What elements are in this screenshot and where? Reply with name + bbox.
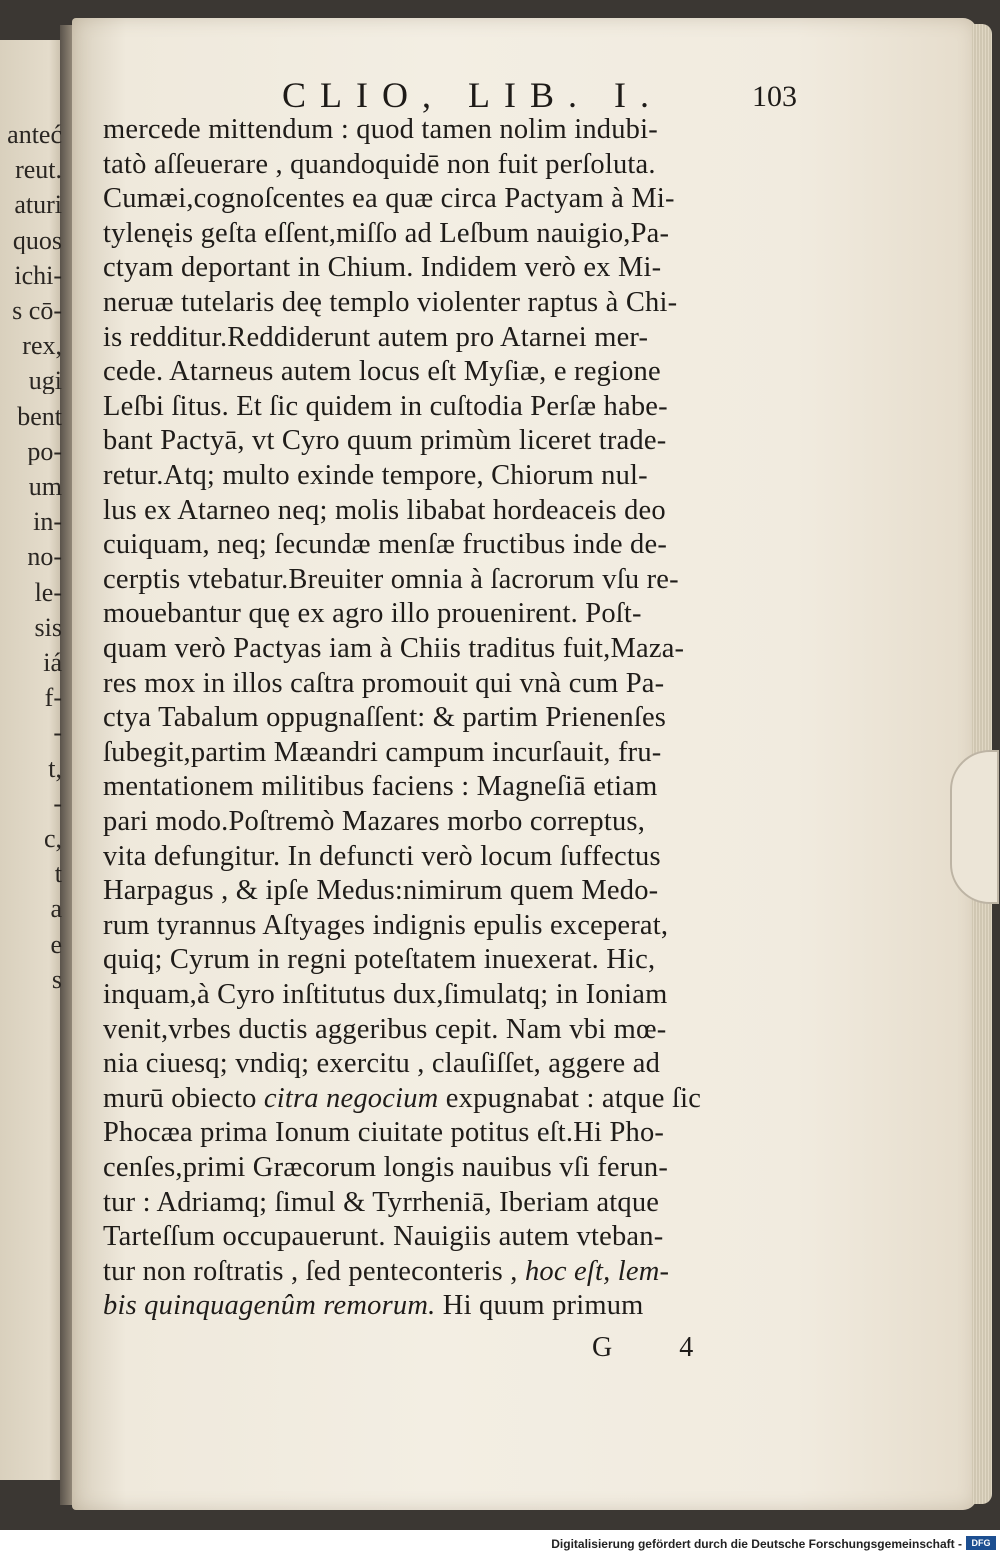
text-line: vita defungitur. In defuncti verò locum ſuffectus — [103, 840, 661, 872]
text-line — [103, 1048, 660, 1080]
text-line: Phocæa prima Ionum ciuitate potitus eſt.Hi Pho- — [103, 1117, 665, 1149]
text-line: Tarteſſum occupauerunt. Nauigiis autem vteban- — [103, 1221, 664, 1253]
left-page-fragment: s cō- — [12, 298, 62, 324]
line-italic: citra negocium — [263, 1082, 439, 1114]
text-line: res mox in illos caſtra promouit qui vnà cum Pa- — [103, 667, 665, 699]
text-line: tur : Adriamq; ſimul & Tyrrheniā, Iberiam atque — [103, 1186, 660, 1218]
text-line: mouebantur quę ex agro illo prouenirent. Poſt- — [103, 598, 642, 630]
running-head: CLIO, LIB. I. — [282, 75, 663, 115]
left-page-fragment: ugi — [28, 368, 62, 395]
left-page-fragment: e — [50, 931, 62, 958]
text-line: quiq; Cyrum in regni poteſtatem inuexerat. Hic, — [103, 944, 656, 976]
text-line: ctya Tabalum oppugnaſſent: & partim Prienenſes — [103, 702, 667, 734]
left-page-fragment: s — [51, 966, 62, 993]
left-page-fragment: c, — [43, 826, 62, 852]
text-line — [103, 1256, 669, 1288]
text-line: Harpagus , & ipſe Medus:nimirum quem Medo- — [103, 875, 659, 907]
left-page-fragment: reut. — [15, 157, 62, 184]
text-line: bant Pactyā, vt Cyro quum primùm liceret trade- — [103, 425, 667, 457]
page-number: 103 — [752, 80, 797, 113]
text-line: cede. Atarneus autem locus eſt Myſiæ, e regione — [103, 356, 661, 388]
text-line: venit,vrbes ductis aggeribus cepit. Nam vbi mœ- — [103, 1013, 667, 1045]
text-line: mentationem militibus faciens : Magneſiā etiam — [103, 771, 658, 803]
line-roman: tur non roſtratis , ſed penteconteris , — [103, 1255, 525, 1287]
text-line: mercede mittendum : quod tamen nolim indubi- — [103, 114, 658, 145]
line-italic: bis quinquagenûm remorum. — [103, 1290, 436, 1322]
text-line: Leſbi ſitus. Et ſic quidem in cuſtodia Perſæ habe- — [103, 390, 668, 422]
left-page-fragment: sis — [34, 614, 62, 641]
text-line: cenſes,primi Græcorum longis nauibus vſi ferun- — [103, 1152, 669, 1183]
text-line: tatò aſſeuerare , quandoquidē non fuit perſoluta. — [103, 148, 656, 180]
text-line: retur.Atq; multo exinde tempore, Chiorum nul- — [103, 460, 648, 491]
left-page-fragment: - — [53, 790, 62, 817]
text-line: cerptis vtebatur.Breuiter omnia à ſacrorum vſu re- — [103, 563, 679, 595]
left-page-fragment: bent — [17, 403, 62, 430]
text-line: ſubegit,partim Mæandri campum incurſauit, fru- — [103, 736, 662, 768]
funding-credit: Digitalisierung gefördert durch die Deutsche Forschungsgemeinschaft - — [551, 1537, 962, 1551]
left-page-fragment: f- — [44, 685, 62, 712]
text-line: Cumæi,cognoſcentes ea quæ circa Pactyam à Mi- — [103, 183, 675, 215]
left-page-fragment: aturi — [14, 192, 62, 219]
left-page-fragment: ichi- — [14, 262, 62, 289]
left-page-fragment: rex, — [22, 333, 62, 360]
line-roman: expugnabat : atque ſic — [438, 1082, 702, 1114]
left-page-fragment: um — [28, 474, 62, 500]
left-page-fragment: anteć — [7, 122, 62, 148]
line-roman: murū obiecto — [103, 1082, 264, 1114]
text-line: is redditur.Reddiderunt autem pro Atarnei mer- — [103, 321, 649, 353]
line-italic: hoc eſt, lem- — [524, 1255, 670, 1287]
text-line: ctyam deportant in Chium. Indidem verò ex Mi- — [103, 252, 662, 284]
left-page-fragment: quos — [12, 227, 62, 254]
text-line: inquam,à Cyro inſtitutus dux,ſimulatq; in Ioniam — [103, 979, 668, 1010]
left-page-fragment: - — [53, 720, 62, 747]
text-line: cuiquam, neq; ſecundæ menſæ fructibus inde de- — [103, 529, 668, 561]
bookmark-tab — [950, 750, 999, 904]
left-page-fragment: no- — [27, 544, 62, 571]
left-page-fragment: po- — [27, 438, 62, 465]
left-page-fragment: iá — [43, 650, 62, 676]
left-page-fragment: t, — [48, 755, 62, 782]
text-line — [103, 1290, 644, 1322]
footer-bar — [0, 1530, 1000, 1557]
left-page-fragment: le- — [34, 579, 62, 606]
text-line: tylenęis geſta eſſent,miſſo ad Leſbum nauigio,Pa- — [103, 217, 670, 249]
line-roman: Hi quum primum — [435, 1290, 644, 1322]
text-line: neruæ tutelaris deę templo violenter raptus à Chi- — [103, 287, 678, 318]
dfg-logo: DFG — [966, 1536, 996, 1550]
text-line: rum tyrannus Aſtyages indignis epulis exceperat, — [103, 909, 669, 941]
left-page-fragment: a — [50, 896, 62, 923]
signature-mark: G 4 — [592, 1332, 724, 1363]
left-page-fragment: t — [54, 861, 62, 888]
text-line: lus ex Atarneo neq; molis libabat hordeaceis deo — [103, 494, 666, 526]
left-page-fragment: in- — [33, 509, 62, 536]
text-line — [103, 1083, 701, 1115]
text-line: pari modo.Poſtremò Mazares morbo correptus, — [103, 806, 646, 837]
text-line: quam verò Pactyas iam à Chiis traditus fuit,Maza- — [103, 633, 685, 664]
line-roman: nia ciuesq; vndiq; exercitu , clauſiſſet, aggere ad — [103, 1048, 661, 1080]
